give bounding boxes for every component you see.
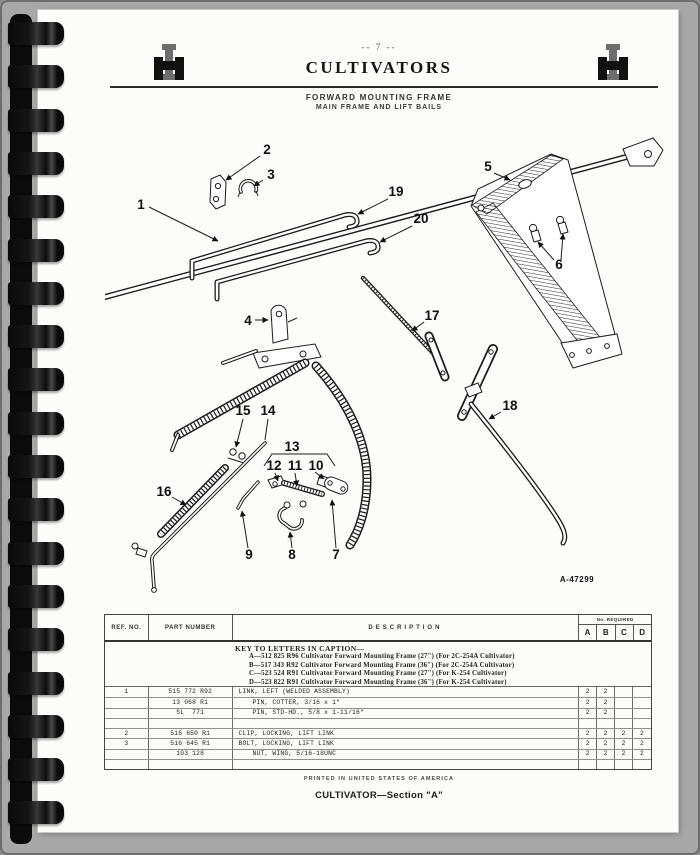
callout-2: 2 <box>263 142 271 157</box>
binding-tooth <box>8 239 64 262</box>
table-row <box>105 697 651 707</box>
part-shackle-8 <box>279 501 306 529</box>
callout-9: 9 <box>245 547 253 562</box>
part-clip-15 <box>228 449 245 463</box>
cell-qty-c <box>615 760 633 769</box>
col-header-part: PART NUMBER <box>149 615 233 640</box>
table-body <box>105 687 651 769</box>
binding-tooth <box>8 672 64 695</box>
cell-qty-b: 2 <box>597 687 615 697</box>
cell-part-number: 516 650 R1 <box>149 729 233 738</box>
col-header-d: D <box>639 628 646 637</box>
subtitle-bails: MAIN FRAME AND LIFT BAILS <box>315 104 443 111</box>
part-u-clip <box>238 181 258 197</box>
cell-qty-d: 2 <box>640 750 645 758</box>
cell-qty-a: 2 <box>579 709 597 718</box>
cell-qty-d <box>633 709 651 718</box>
callout-20: 20 <box>413 211 429 226</box>
caption-line: A—512 825 R96 Cultivator Forward Mounting Frame (27") (For 2C-254A Cultivator) <box>249 653 515 660</box>
binding-tooth <box>8 498 64 521</box>
title-rule <box>110 86 658 88</box>
cell-qty-a <box>579 719 597 728</box>
binding-tooth <box>8 455 64 478</box>
table-row <box>105 687 651 697</box>
col-header-c: C <box>616 625 634 640</box>
binding-tooth <box>8 282 64 305</box>
callout-13: 13 <box>284 439 300 454</box>
table-row <box>105 708 651 718</box>
subtitle-frame: FORWARD MOUNTING FRAME <box>305 93 453 102</box>
table-row <box>105 749 651 759</box>
cell-qty-b <box>597 760 615 769</box>
callout-12: 12 <box>266 458 282 473</box>
cell-qty-b: 2 <box>597 729 615 738</box>
page-title: CULTIVATORS <box>305 58 453 77</box>
required-header: No. REQUIRED <box>579 615 651 625</box>
cell-description <box>233 760 580 769</box>
binding-tooth <box>8 758 64 781</box>
caption-line: D—523 822 R91 Cultivator Forward Mounting Frame (36") (For K-254 Cultivator) <box>249 679 507 687</box>
callout-17: 17 <box>424 308 440 323</box>
binding-tooth <box>8 152 64 175</box>
cell-qty-d: 2 <box>640 729 645 737</box>
cell-qty-c: 2 <box>615 750 633 759</box>
cell-qty-c: 2 <box>615 739 633 748</box>
binding-tooth <box>8 65 64 88</box>
binding-tooth <box>8 585 64 608</box>
cell-qty-a: 2 <box>579 729 597 738</box>
cell-description: NUT, WING, 5/16-18UNC <box>233 750 580 759</box>
part-bar-11 <box>284 483 322 494</box>
cell-qty-a: 2 <box>579 687 597 697</box>
part-hook-9 <box>238 482 258 508</box>
cell-part-number: 516 645 R1 <box>149 739 233 748</box>
callout-14: 14 <box>260 403 276 418</box>
cell-qty-c <box>615 709 633 718</box>
cell-part-number <box>149 760 233 769</box>
cell-qty-b: 2 <box>597 698 615 707</box>
parts-diagram <box>105 127 665 612</box>
callout-8: 8 <box>288 547 296 562</box>
part-link-18 <box>462 349 565 543</box>
binding-tooth <box>8 542 64 565</box>
binding-tooth <box>8 628 64 651</box>
cell-qty-c: 2 <box>615 729 633 738</box>
cell-qty-d <box>633 687 651 697</box>
cell-part-number: 13 068 R1 <box>149 698 233 707</box>
cell-qty-d <box>633 760 651 769</box>
figure-number: A-47299 <box>559 575 595 584</box>
callout-5: 5 <box>484 159 492 174</box>
table-header-row <box>105 615 651 642</box>
cell-qty-b <box>597 719 615 728</box>
callout-19: 19 <box>388 184 404 199</box>
table-row <box>105 728 651 738</box>
callout-3: 3 <box>267 167 275 182</box>
cell-description: BOLT, LOCKING, LIFT LINK <box>233 739 580 748</box>
cell-part-number: 515 772 R92 <box>149 687 233 697</box>
cell-description: PIN, COTTER, 3/16 x 1" <box>233 698 580 707</box>
binding-tooth <box>8 801 64 824</box>
binding-tooth <box>8 325 64 348</box>
cell-part-number <box>149 719 233 728</box>
cell-ref-no <box>105 750 149 759</box>
cell-qty-c <box>615 698 633 707</box>
table-row <box>105 718 651 728</box>
cell-description: CLIP, LOCKING, LIFT LINK <box>233 729 580 738</box>
cell-qty-a <box>579 760 597 769</box>
binding-tooth <box>8 412 64 435</box>
part-bail-lower <box>217 241 378 299</box>
cell-part-number: SL 771 <box>149 709 233 718</box>
callout-16: 16 <box>156 484 172 499</box>
cell-qty-c <box>615 719 633 728</box>
cell-qty-a: 2 <box>579 698 597 707</box>
binding-tooth <box>8 109 64 132</box>
callout-10: 10 <box>308 458 324 473</box>
callout-18: 18 <box>502 398 518 413</box>
binding-tooth <box>8 368 64 391</box>
cell-ref-no <box>105 698 149 707</box>
col-header-b: B <box>597 625 615 640</box>
cell-ref-no: 2 <box>105 729 149 738</box>
parts-table <box>104 614 652 770</box>
callout-15: 15 <box>235 403 251 418</box>
cell-ref-no: 1 <box>105 687 149 697</box>
binding-tooth <box>8 22 64 45</box>
part-rod-14 <box>152 443 265 592</box>
col-header-ref: REF. NO. <box>105 615 149 640</box>
callout-7: 7 <box>332 547 340 562</box>
cell-ref-no <box>105 719 149 728</box>
printed-note: PRINTED IN UNITED STATES OF AMERICA <box>303 776 455 782</box>
cell-qty-b: 2 <box>597 750 615 759</box>
table-row <box>105 759 651 769</box>
callout-4: 4 <box>244 313 252 328</box>
cell-qty-b: 2 <box>597 739 615 748</box>
callout-1: 1 <box>137 197 145 212</box>
cell-qty-a: 2 <box>579 739 597 748</box>
cell-description: PIN, STD-HD., 5/8 x 1-11/16" <box>233 709 580 718</box>
callout-6: 6 <box>555 257 563 272</box>
part-bracket <box>210 175 226 209</box>
col-header-required <box>579 615 651 640</box>
cell-ref-no: 3 <box>105 739 149 748</box>
caption-line: B—517 343 R92 Cultivator Forward Mounting Frame (36") (For 2C-254A Cultivator) <box>249 661 515 669</box>
section-footer: CULTIVATOR—Section "A" <box>315 790 443 801</box>
cell-qty-d: 2 <box>640 739 645 747</box>
cell-description <box>233 719 580 728</box>
cell-qty-d <box>633 698 651 707</box>
binding-tooth <box>8 195 64 218</box>
col-header-a: A <box>579 625 597 640</box>
cell-ref-no <box>105 709 149 718</box>
callout-11: 11 <box>287 458 303 473</box>
cell-qty-c <box>615 687 633 697</box>
part-oval-link-7 <box>323 475 350 496</box>
key-to-letters-caption <box>105 642 651 687</box>
cell-qty-a: 2 <box>579 750 597 759</box>
caption-title: KEY TO LETTERS IN CAPTION— <box>235 644 365 653</box>
caption-line: C—523 524 R91 Cultivator Forward Mounting Frame (27") (For K-254 Cultivator) <box>249 670 507 678</box>
cell-qty-b: 2 <box>597 709 615 718</box>
binding-tooth <box>8 715 64 738</box>
cell-part-number: 103 128 <box>149 750 233 759</box>
cell-description: LINK, LEFT (WELDED ASSEMBLY) <box>233 687 580 697</box>
cell-ref-no <box>105 760 149 769</box>
required-letter-row <box>579 625 651 640</box>
part-mounting-frame <box>471 154 622 368</box>
part-spring-16 <box>132 468 225 557</box>
part-link-17 <box>363 278 445 377</box>
caption-lines <box>235 653 651 688</box>
page-number: -- 7 -- <box>361 42 397 52</box>
cell-qty-d <box>633 719 651 728</box>
table-row <box>105 738 651 748</box>
col-header-desc: DESCRIPTION <box>233 615 580 640</box>
